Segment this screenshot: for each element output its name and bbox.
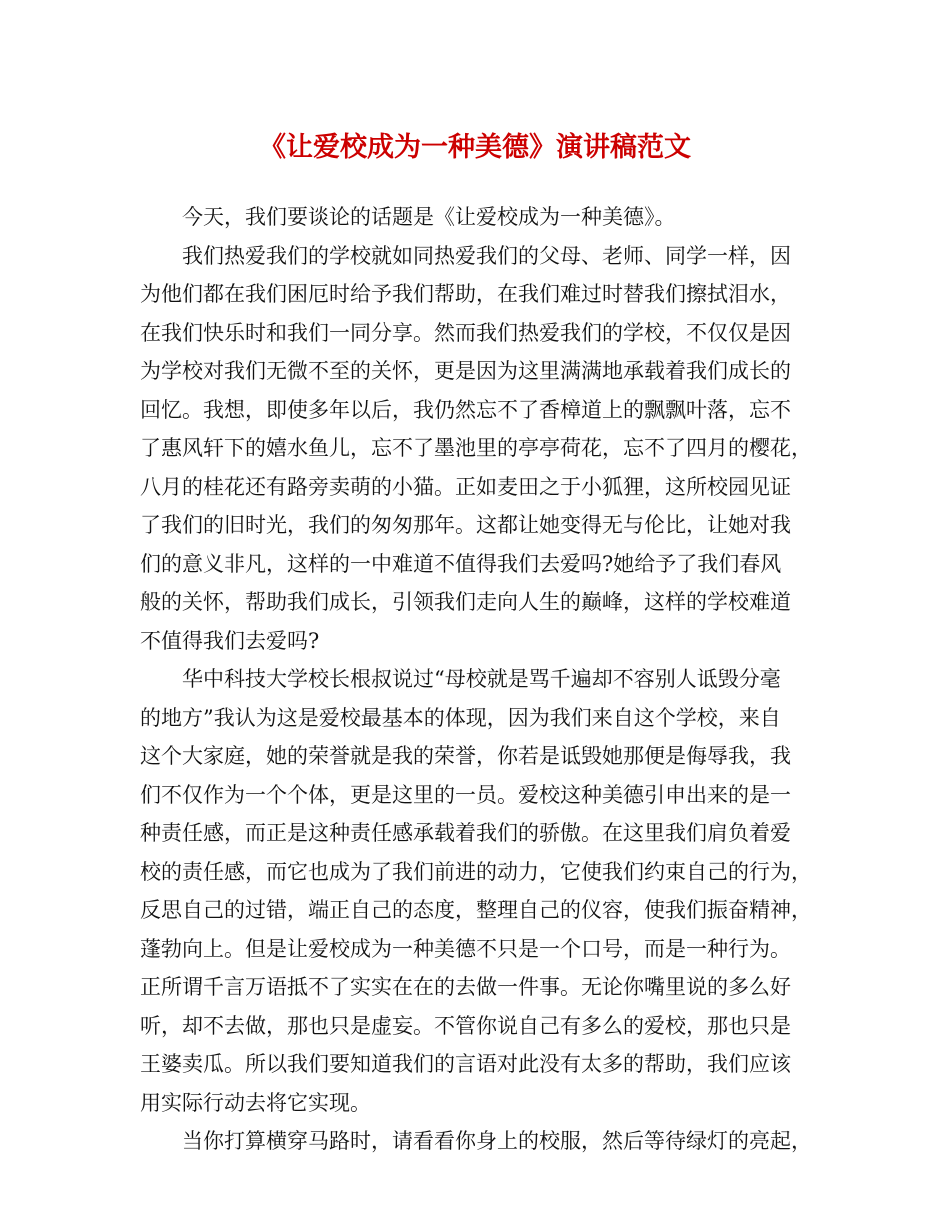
- text-line: 今天，我们要谈论的话题是《让爱校成为一种美德》。: [182, 205, 676, 229]
- document-body: [140, 198, 820, 1161]
- text-line: 为他们都在我们困厄时给予我们帮助，在我们难过时替我们擦拭泪水，: [140, 282, 791, 306]
- text-line: 了惠风轩下的嬉水鱼儿，忘不了墨池里的亭亭荷花，忘不了四月的樱花，: [140, 436, 812, 460]
- text-line: 王婆卖瓜。所以我们要知道我们的言语对此没有太多的帮助，我们应该: [140, 1052, 791, 1076]
- text-line: 在我们快乐时和我们一同分享。然而我们热爱我们的学校，不仅仅是因: [140, 320, 791, 345]
- text-line: 听，却不去做，那也只是虚妄。不管你说自己有多么的爱校，那也只是: [140, 1013, 791, 1038]
- text-line: 用实际行动去将它实现。: [140, 1090, 371, 1115]
- text-line: 为学校对我们无微不至的关怀，更是因为这里满满地承载着我们成长的: [140, 359, 791, 383]
- text-line: 们的意义非凡，这样的一中难道不值得我们去爱吗?她给予了我们春风: [140, 551, 782, 576]
- text-line: 当你打算横穿马路时，请看看你身上的校服，然后等待绿灯的亮起，: [182, 1129, 812, 1153]
- text-line: 不值得我们去爱吗?: [140, 628, 320, 653]
- text-line: 正所谓千言万语抵不了实实在在的去做一件事。无论你嘴里说的多么好: [140, 975, 791, 999]
- text-line: 了我们的旧时光，我们的匆匆那年。这都让她变得无与伦比，让她对我: [140, 513, 791, 537]
- text-line: 种责任感，而正是这种责任感承载着我们的骄傲。在这里我们肩负着爱: [140, 821, 791, 845]
- text-line: 般的关怀，帮助我们成长，引领我们走向人生的巅峰，这样的学校难道: [140, 590, 791, 614]
- text-line: 校的责任感，而它也成为了我们前进的动力，它使我们约束自己的行为，: [140, 859, 812, 884]
- text-line: 八月的桂花还有路旁卖萌的小猫。正如麦田之于小狐狸，这所校园见证: [140, 474, 791, 499]
- text-line: 反思自己的过错，端正自己的态度，整理自己的仪容，使我们振奋精神，: [140, 898, 812, 922]
- text-line: 我们热爱我们的学校就如同热爱我们的父母、老师、同学一样，因: [182, 243, 791, 268]
- text-line: 的地方”我认为这是爱校最基本的体现，因为我们来自这个学校，来自: [140, 705, 781, 730]
- text-line: 回忆。我想，即使多年以后，我仍然忘不了香樟道上的飘飘叶落，忘不: [140, 397, 791, 422]
- document-title: 《让爱校成为一种美德》演讲稿范文: [259, 132, 691, 163]
- text-line: 们不仅作为一个个体，更是这里的一员。爱校这种美德引申出来的是一: [140, 782, 791, 807]
- text-line: 这个大家庭，她的荣誉就是我的荣誉，你若是诋毁她那便是侮辱我，我: [140, 744, 791, 768]
- text-line: 华中科技大学校长根叔说过“母校就是骂千遍却不容别人诋毁分毫: [182, 667, 781, 691]
- text-line: 蓬勃向上。但是让爱校成为一种美德不只是一个口号，而是一种行为。: [140, 936, 791, 961]
